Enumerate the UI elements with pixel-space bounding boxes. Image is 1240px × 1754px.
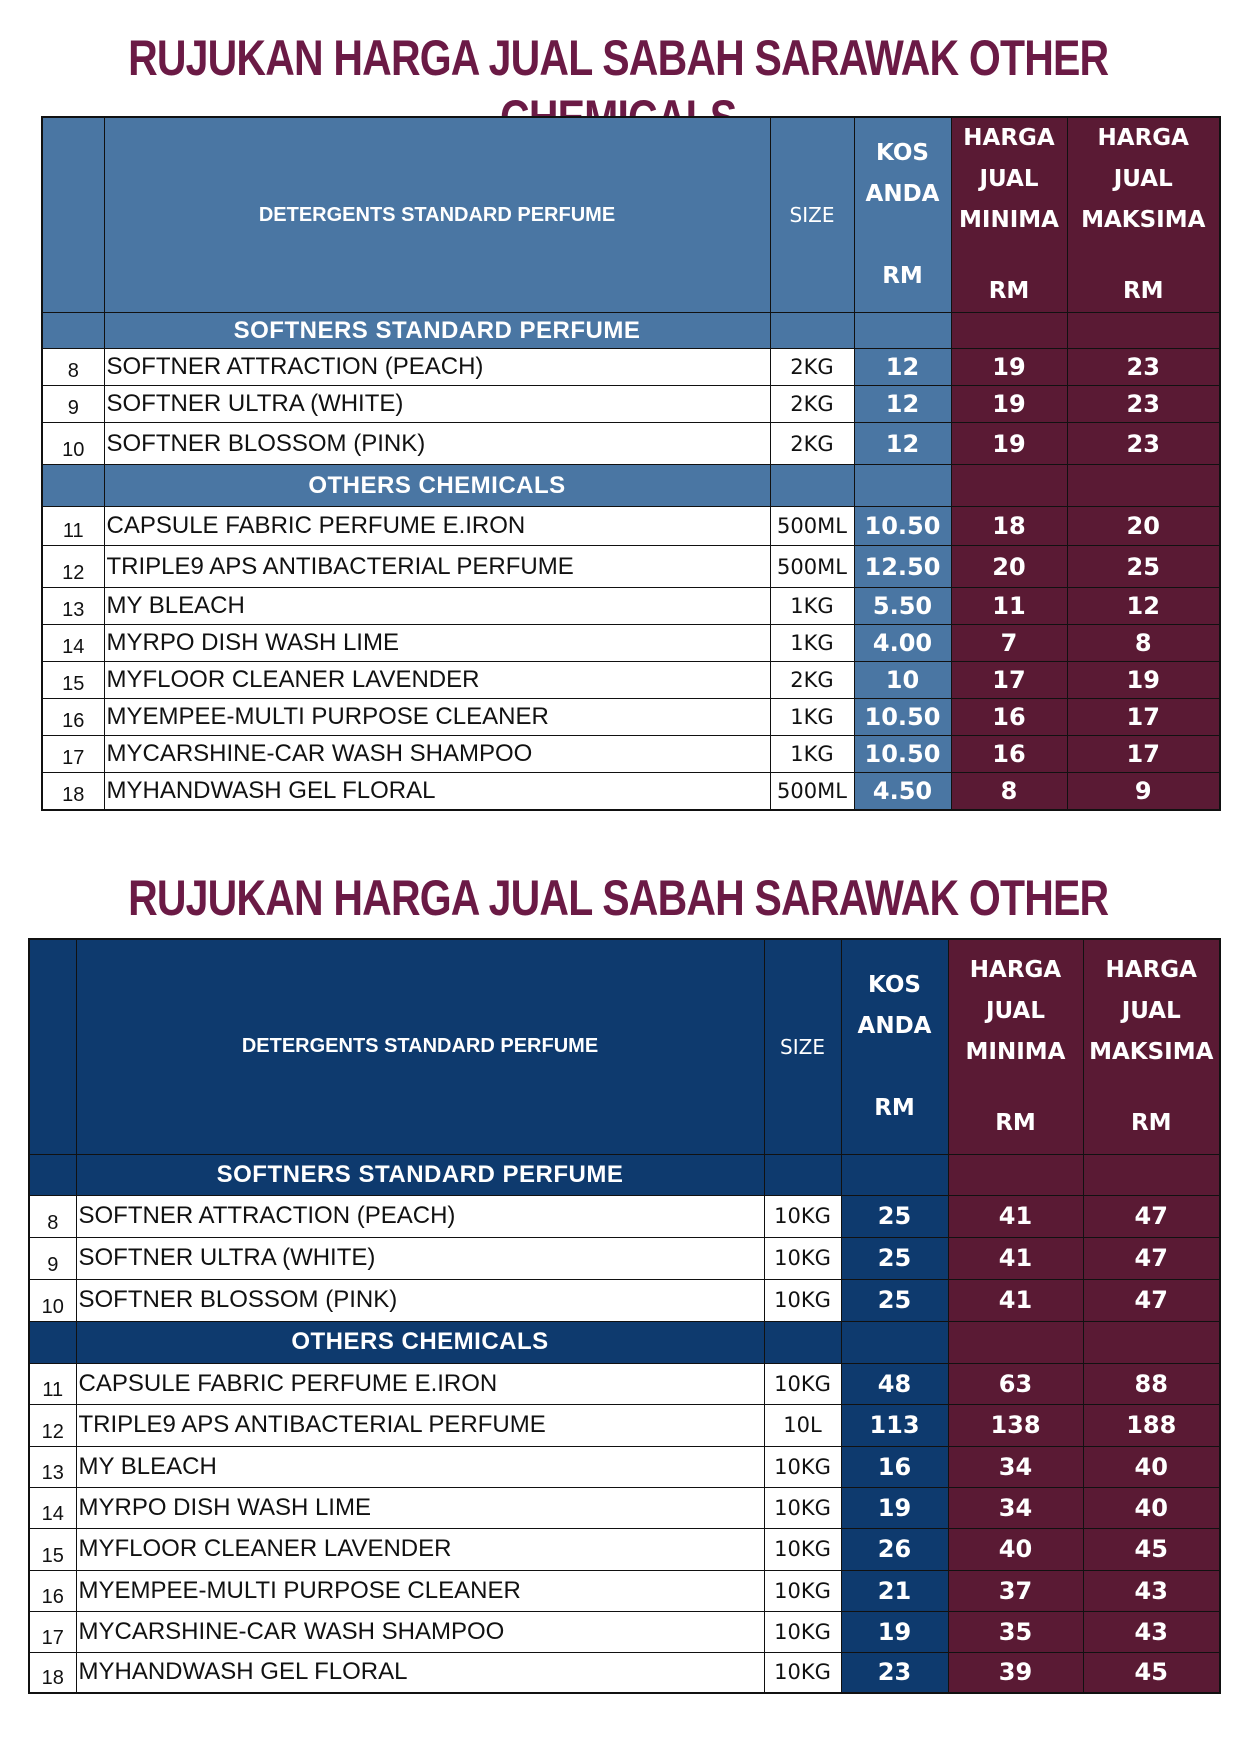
row-kos: 12.50 bbox=[854, 546, 951, 588]
row-number: 11 bbox=[29, 1363, 76, 1404]
row-maksima: 40 bbox=[1083, 1487, 1220, 1528]
row-maksima: 20 bbox=[1067, 507, 1220, 546]
row-kos: 12 bbox=[854, 386, 951, 423]
header-kos-line: KOS bbox=[876, 140, 929, 166]
table-row bbox=[29, 1279, 1220, 1321]
row-kos: 19 bbox=[841, 1487, 948, 1528]
row-maksima: 43 bbox=[1083, 1611, 1220, 1652]
row-kos: 4.50 bbox=[854, 773, 951, 810]
section-blank bbox=[764, 1154, 841, 1195]
row-minima: 37 bbox=[948, 1570, 1083, 1611]
header-minima-line: JUAL bbox=[979, 166, 1039, 192]
section-blank bbox=[764, 1321, 841, 1363]
header-number-cell bbox=[29, 939, 76, 1154]
row-kos: 19 bbox=[841, 1611, 948, 1652]
header-kos-line bbox=[842, 1047, 948, 1088]
row-size: 10KG bbox=[764, 1363, 841, 1404]
row-product: MYEMPEE-MULTI PURPOSE CLEANER bbox=[104, 699, 770, 736]
row-kos: 23 bbox=[841, 1652, 948, 1693]
row-kos: 10 bbox=[854, 662, 951, 699]
row-kos: 25 bbox=[841, 1279, 948, 1321]
row-minima: 34 bbox=[948, 1446, 1083, 1487]
table-row bbox=[29, 1446, 1220, 1487]
row-kos: 48 bbox=[841, 1363, 948, 1404]
header-minima bbox=[948, 939, 1083, 1154]
row-size: 2KG bbox=[770, 349, 854, 386]
section-blank bbox=[951, 465, 1067, 507]
section-blank bbox=[841, 1154, 948, 1195]
table-row bbox=[42, 507, 1220, 546]
row-size: 10KG bbox=[764, 1446, 841, 1487]
row-kos: 10.50 bbox=[854, 736, 951, 773]
section-label: SOFTNERS STANDARD PERFUME bbox=[104, 313, 770, 349]
row-kos: 4.00 bbox=[854, 625, 951, 662]
row-maksima: 45 bbox=[1083, 1528, 1220, 1570]
section-blank bbox=[1067, 313, 1220, 349]
row-number: 18 bbox=[42, 773, 104, 810]
row-number: 9 bbox=[29, 1237, 76, 1279]
header-size: SIZE bbox=[770, 117, 854, 313]
row-minima: 16 bbox=[951, 736, 1067, 773]
section-blank bbox=[29, 1321, 76, 1363]
table-row bbox=[42, 546, 1220, 588]
row-minima: 19 bbox=[951, 423, 1067, 465]
row-kos: 25 bbox=[841, 1195, 948, 1237]
row-product: SOFTNER ULTRA (WHITE) bbox=[104, 386, 770, 423]
row-size: 2KG bbox=[770, 386, 854, 423]
section-label: SOFTNERS STANDARD PERFUME bbox=[76, 1154, 764, 1195]
row-size: 10KG bbox=[764, 1195, 841, 1237]
row-product: SOFTNER BLOSSOM (PINK) bbox=[76, 1279, 764, 1321]
row-product: MYHANDWASH GEL FLORAL bbox=[76, 1652, 764, 1693]
header-maksima-line: MAKSIMA bbox=[1089, 1038, 1214, 1065]
section-blank bbox=[1083, 1321, 1220, 1363]
header-kos-line: KOS bbox=[868, 971, 921, 998]
section-row bbox=[42, 465, 1220, 507]
table-row bbox=[42, 588, 1220, 625]
section-blank bbox=[1083, 1154, 1220, 1195]
row-maksima: 19 bbox=[1067, 662, 1220, 699]
header-minima bbox=[951, 117, 1067, 313]
header-kos-line: RM bbox=[882, 263, 923, 289]
header-kos-line: ANDA bbox=[857, 1012, 932, 1039]
row-number: 10 bbox=[29, 1279, 76, 1321]
row-minima: 16 bbox=[951, 699, 1067, 736]
row-product: MYRPO DISH WASH LIME bbox=[104, 625, 770, 662]
row-maksima: 17 bbox=[1067, 736, 1220, 773]
row-number: 13 bbox=[42, 588, 104, 625]
row-minima: 138 bbox=[948, 1404, 1083, 1446]
row-product: MYHANDWASH GEL FLORAL bbox=[104, 773, 770, 810]
header-maksima-line: JUAL bbox=[1113, 166, 1173, 192]
header-minima-line: MINIMA bbox=[959, 207, 1059, 233]
table-row bbox=[42, 349, 1220, 386]
row-size: 1KG bbox=[770, 625, 854, 662]
header-maksima-line: JUAL bbox=[1121, 997, 1181, 1024]
header-number-cell bbox=[42, 117, 104, 313]
row-minima: 19 bbox=[951, 386, 1067, 423]
row-size: 10KG bbox=[764, 1487, 841, 1528]
row-minima: 7 bbox=[951, 625, 1067, 662]
section-blank bbox=[854, 465, 951, 507]
row-minima: 34 bbox=[948, 1487, 1083, 1528]
section-blank bbox=[42, 465, 104, 507]
row-maksima: 23 bbox=[1067, 423, 1220, 465]
section-blank bbox=[29, 1154, 76, 1195]
row-minima: 41 bbox=[948, 1195, 1083, 1237]
table-header bbox=[42, 117, 1220, 313]
section-label: OTHERS CHEMICALS bbox=[104, 465, 770, 507]
section-label: OTHERS CHEMICALS bbox=[76, 1321, 764, 1363]
header-minima-line bbox=[952, 241, 1067, 271]
row-kos: 26 bbox=[841, 1528, 948, 1570]
header-minima-line: MINIMA bbox=[965, 1038, 1066, 1065]
row-number: 12 bbox=[42, 546, 104, 588]
header-maksima-line: RM bbox=[1130, 1109, 1172, 1136]
row-size: 10L bbox=[764, 1404, 841, 1446]
row-size: 10KG bbox=[764, 1570, 841, 1611]
row-maksima: 17 bbox=[1067, 699, 1220, 736]
section-blank bbox=[948, 1321, 1083, 1363]
header-maksima-line: HARGA bbox=[1105, 956, 1197, 983]
row-number: 14 bbox=[29, 1487, 76, 1528]
row-size: 2KG bbox=[770, 662, 854, 699]
table-row bbox=[42, 386, 1220, 423]
price-table-1 bbox=[41, 116, 1221, 811]
row-size: 500ML bbox=[770, 546, 854, 588]
row-product: MYEMPEE-MULTI PURPOSE CLEANER bbox=[76, 1570, 764, 1611]
row-minima: 63 bbox=[948, 1363, 1083, 1404]
header-maksima-line: RM bbox=[1122, 278, 1164, 304]
table-row bbox=[42, 423, 1220, 465]
section-blank bbox=[951, 313, 1067, 349]
row-number: 12 bbox=[29, 1404, 76, 1446]
header-size: SIZE bbox=[764, 939, 841, 1154]
header-kos-line bbox=[855, 215, 951, 256]
page-title-2: RUJUKAN HARGA JUAL SABAH SARAWAK OTHER bbox=[128, 870, 1109, 926]
row-kos: 10.50 bbox=[854, 507, 951, 546]
row-product: MYCARSHINE-CAR WASH SHAMPOO bbox=[104, 736, 770, 773]
row-maksima: 12 bbox=[1067, 588, 1220, 625]
row-size: 500ML bbox=[770, 773, 854, 810]
row-number: 9 bbox=[42, 386, 104, 423]
header-minima-line: JUAL bbox=[986, 997, 1045, 1024]
row-maksima: 23 bbox=[1067, 349, 1220, 386]
row-maksima: 43 bbox=[1083, 1570, 1220, 1611]
section-blank bbox=[854, 313, 951, 349]
row-minima: 40 bbox=[948, 1528, 1083, 1570]
table-row bbox=[29, 1363, 1220, 1404]
row-maksima: 88 bbox=[1083, 1363, 1220, 1404]
table-row bbox=[42, 736, 1220, 773]
row-number: 15 bbox=[42, 662, 104, 699]
header-maksima-line: MAKSIMA bbox=[1081, 207, 1206, 233]
row-minima: 11 bbox=[951, 588, 1067, 625]
row-minima: 8 bbox=[951, 773, 1067, 810]
row-size: 10KG bbox=[764, 1279, 841, 1321]
section-row bbox=[42, 313, 1220, 349]
table-row bbox=[29, 1528, 1220, 1570]
header-minima-line bbox=[949, 1073, 1083, 1103]
row-product: MYFLOOR CLEANER LAVENDER bbox=[76, 1528, 764, 1570]
table-row bbox=[29, 1611, 1220, 1652]
row-product: CAPSULE FABRIC PERFUME E.IRON bbox=[104, 507, 770, 546]
row-size: 10KG bbox=[764, 1652, 841, 1693]
section-row bbox=[29, 1321, 1220, 1363]
row-kos: 12 bbox=[854, 349, 951, 386]
header-kos-line: RM bbox=[874, 1094, 915, 1121]
header-maksima-line: HARGA bbox=[1097, 125, 1189, 151]
section-blank bbox=[841, 1321, 948, 1363]
row-product: SOFTNER ATTRACTION (PEACH) bbox=[76, 1195, 764, 1237]
table-header bbox=[29, 939, 1220, 1154]
row-kos: 12 bbox=[854, 423, 951, 465]
row-maksima: 23 bbox=[1067, 386, 1220, 423]
row-product: MY BLEACH bbox=[76, 1446, 764, 1487]
header-maksima bbox=[1067, 117, 1220, 313]
row-size: 500ML bbox=[770, 507, 854, 546]
row-number: 17 bbox=[29, 1611, 76, 1652]
row-product: SOFTNER BLOSSOM (PINK) bbox=[104, 423, 770, 465]
row-maksima: 47 bbox=[1083, 1279, 1220, 1321]
section-row bbox=[29, 1154, 1220, 1195]
row-product: TRIPLE9 APS ANTIBACTERIAL PERFUME bbox=[104, 546, 770, 588]
page-title-1: RUJUKAN HARGA JUAL SABAH SARAWAK OTHER bbox=[128, 30, 1109, 86]
header-maksima bbox=[1083, 939, 1220, 1154]
header-minima-line: RM bbox=[995, 1109, 1036, 1136]
row-maksima: 8 bbox=[1067, 625, 1220, 662]
row-maksima: 47 bbox=[1083, 1195, 1220, 1237]
row-product: MYRPO DISH WASH LIME bbox=[76, 1487, 764, 1528]
section-blank bbox=[770, 313, 854, 349]
row-number: 13 bbox=[29, 1446, 76, 1487]
section-blank bbox=[948, 1154, 1083, 1195]
table-row bbox=[29, 1404, 1220, 1446]
table-row bbox=[29, 1652, 1220, 1693]
header-kos-line: ANDA bbox=[865, 181, 940, 207]
row-minima: 19 bbox=[951, 349, 1067, 386]
row-maksima: 47 bbox=[1083, 1237, 1220, 1279]
row-minima: 35 bbox=[948, 1611, 1083, 1652]
row-product: MYFLOOR CLEANER LAVENDER bbox=[104, 662, 770, 699]
row-number: 15 bbox=[29, 1528, 76, 1570]
row-product: MY BLEACH bbox=[104, 588, 770, 625]
row-number: 10 bbox=[42, 423, 104, 465]
row-maksima: 40 bbox=[1083, 1446, 1220, 1487]
table-row bbox=[42, 773, 1220, 810]
row-maksima: 25 bbox=[1067, 546, 1220, 588]
row-size: 10KG bbox=[764, 1611, 841, 1652]
row-maksima: 45 bbox=[1083, 1652, 1220, 1693]
table-row bbox=[29, 1237, 1220, 1279]
price-table-2 bbox=[28, 938, 1221, 1694]
row-number: 14 bbox=[42, 625, 104, 662]
header-maksima-line bbox=[1084, 1073, 1220, 1103]
section-blank bbox=[770, 465, 854, 507]
row-minima: 41 bbox=[948, 1237, 1083, 1279]
row-size: 1KG bbox=[770, 699, 854, 736]
row-number: 17 bbox=[42, 736, 104, 773]
row-size: 10KG bbox=[764, 1528, 841, 1570]
row-size: 1KG bbox=[770, 588, 854, 625]
table-row bbox=[29, 1487, 1220, 1528]
row-size: 10KG bbox=[764, 1237, 841, 1279]
row-number: 16 bbox=[42, 699, 104, 736]
row-product: SOFTNER ATTRACTION (PEACH) bbox=[104, 349, 770, 386]
row-maksima: 188 bbox=[1083, 1404, 1220, 1446]
header-product: DETERGENTS STANDARD PERFUME bbox=[104, 117, 770, 313]
row-product: MYCARSHINE-CAR WASH SHAMPOO bbox=[76, 1611, 764, 1652]
header-maksima-line bbox=[1068, 241, 1220, 271]
row-product: CAPSULE FABRIC PERFUME E.IRON bbox=[76, 1363, 764, 1404]
row-product: TRIPLE9 APS ANTIBACTERIAL PERFUME bbox=[76, 1404, 764, 1446]
table-row bbox=[29, 1195, 1220, 1237]
row-minima: 39 bbox=[948, 1652, 1083, 1693]
table-row bbox=[29, 1570, 1220, 1611]
header-minima-line: RM bbox=[988, 278, 1030, 304]
table-row bbox=[42, 625, 1220, 662]
row-number: 11 bbox=[42, 507, 104, 546]
row-kos: 21 bbox=[841, 1570, 948, 1611]
header-kos bbox=[854, 117, 951, 313]
row-minima: 18 bbox=[951, 507, 1067, 546]
row-minima: 20 bbox=[951, 546, 1067, 588]
row-kos: 16 bbox=[841, 1446, 948, 1487]
header-product: DETERGENTS STANDARD PERFUME bbox=[76, 939, 764, 1154]
row-maksima: 9 bbox=[1067, 773, 1220, 810]
row-kos: 5.50 bbox=[854, 588, 951, 625]
row-kos: 10.50 bbox=[854, 699, 951, 736]
row-kos: 113 bbox=[841, 1404, 948, 1446]
row-number: 8 bbox=[42, 349, 104, 386]
table-row bbox=[42, 662, 1220, 699]
section-blank bbox=[1067, 465, 1220, 507]
header-kos bbox=[841, 939, 948, 1154]
section-blank bbox=[42, 313, 104, 349]
row-number: 8 bbox=[29, 1195, 76, 1237]
row-number: 16 bbox=[29, 1570, 76, 1611]
table-row bbox=[42, 699, 1220, 736]
header-minima-line: HARGA bbox=[969, 956, 1062, 983]
row-size: 1KG bbox=[770, 736, 854, 773]
row-kos: 25 bbox=[841, 1237, 948, 1279]
row-size: 2KG bbox=[770, 423, 854, 465]
row-minima: 17 bbox=[951, 662, 1067, 699]
row-minima: 41 bbox=[948, 1279, 1083, 1321]
header-minima-line: HARGA bbox=[963, 125, 1055, 151]
row-number: 18 bbox=[29, 1652, 76, 1693]
row-product: SOFTNER ULTRA (WHITE) bbox=[76, 1237, 764, 1279]
